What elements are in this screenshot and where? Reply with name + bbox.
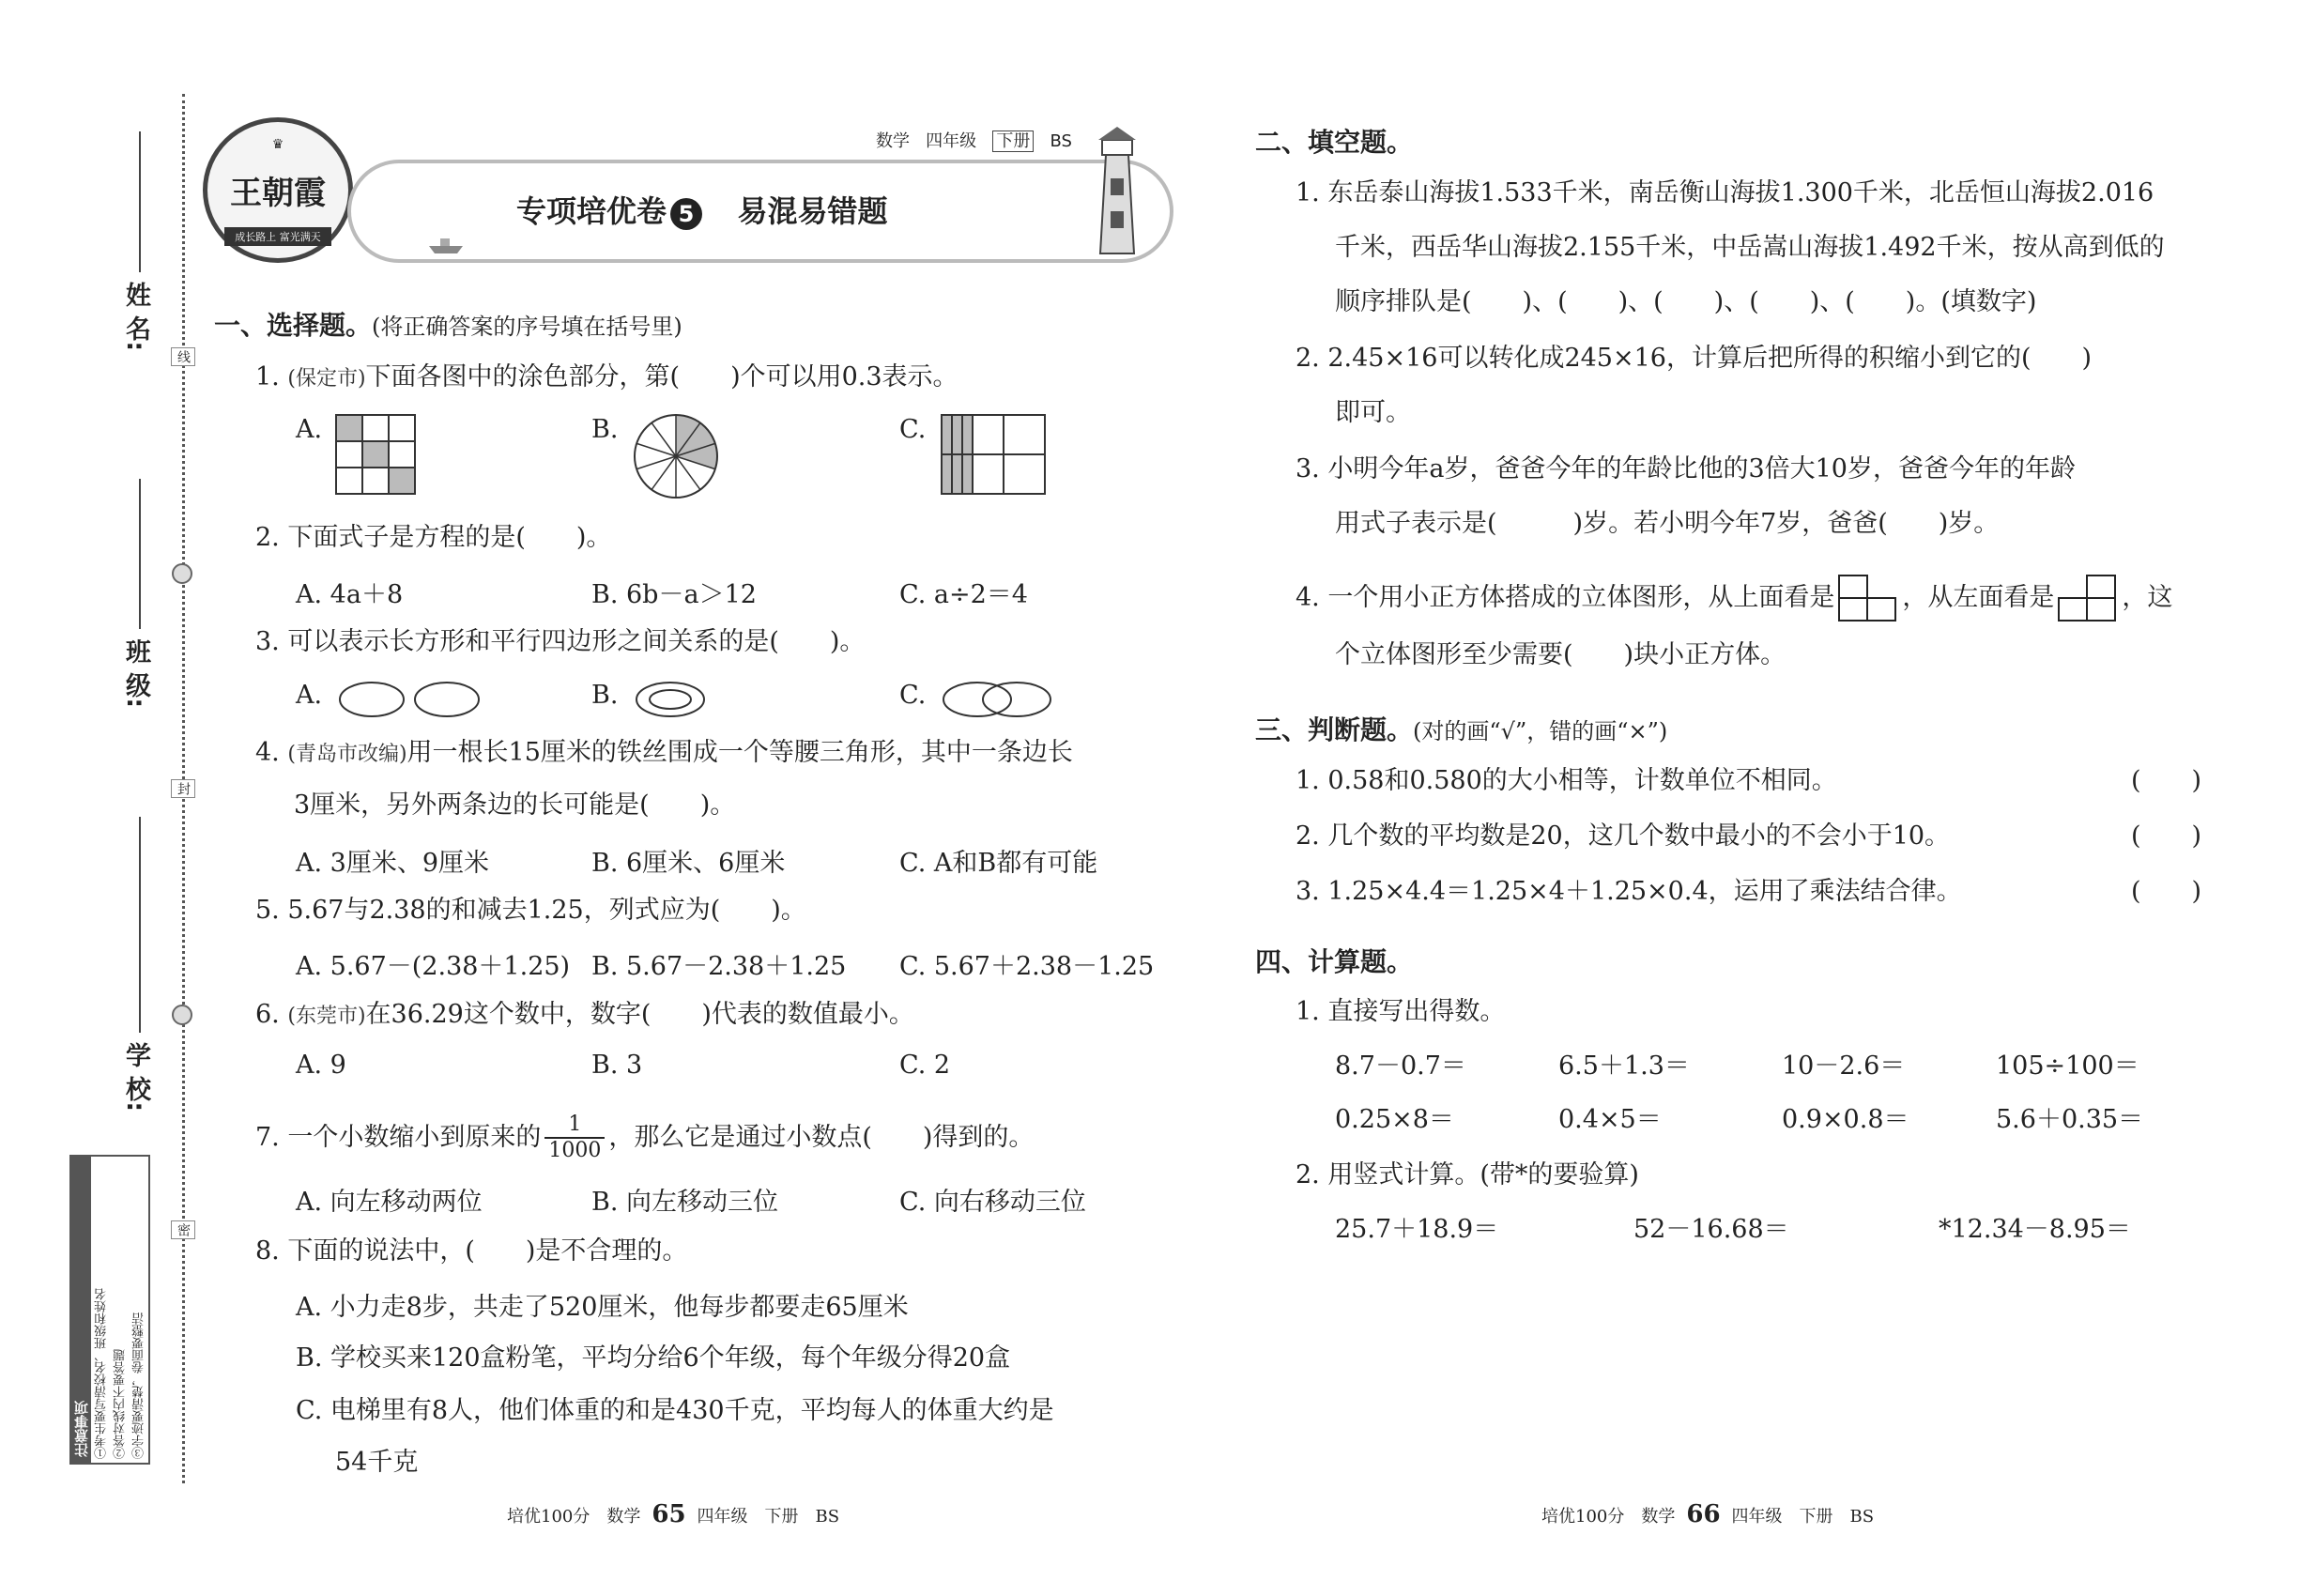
section-note: (将正确答案的序号填在括号里) bbox=[372, 314, 682, 340]
title-prefix: 专项培优卷 bbox=[516, 193, 667, 229]
cut-mark-seal: 封 bbox=[171, 779, 195, 798]
q-source: (东莞市) bbox=[287, 1005, 366, 1028]
option-a[interactable]: A. bbox=[296, 681, 323, 710]
fill-q3-line2: 用式子表示是( )岁。若小明今年7岁，爸爸( )岁。 bbox=[1335, 509, 2000, 538]
notes-title: 注意事项 bbox=[71, 1157, 91, 1463]
option-a[interactable]: A. 4a＋8 bbox=[296, 580, 404, 609]
option-b[interactable]: B. bbox=[591, 415, 619, 444]
section-heading: 一、选择题。 bbox=[214, 310, 373, 341]
footer-text: 四年级 下册 BS bbox=[697, 1507, 840, 1527]
option-c[interactable]: C. bbox=[899, 681, 927, 710]
meta-grade: 四年级 bbox=[926, 131, 977, 151]
logo-name: 王朝霞 bbox=[230, 175, 326, 212]
page-number: 66 bbox=[1686, 1500, 1721, 1528]
brand-logo: ♛ 王朝霞 成长路上 富光满天 bbox=[203, 117, 353, 263]
logo-slogan: 成长路上 bbox=[235, 231, 277, 243]
option-b[interactable]: B. 向左移动三位 bbox=[591, 1188, 779, 1217]
circle-figure-b bbox=[635, 415, 717, 498]
notes-list bbox=[91, 1157, 151, 1463]
section-calc-title: 四、计算题。 bbox=[1255, 946, 1414, 977]
option-c[interactable]: C. 电梯里有8人，他们体重的和是430千克，平均每人的体重大约是 bbox=[296, 1396, 1054, 1425]
section-choice-title bbox=[214, 305, 682, 343]
name-label: 姓 名: bbox=[121, 282, 150, 352]
option-a[interactable]: A. 3厘米、9厘米 bbox=[296, 849, 490, 878]
calc-vertical-item: 52－16.68＝ bbox=[1633, 1215, 1789, 1244]
fill-q1-line1: 1. 东岳泰山海拔1.533千米，南岳衡山海拔1.300千米，北岳恒山海拔2.016 bbox=[1296, 178, 2154, 207]
fraction bbox=[544, 1113, 605, 1163]
question-8: 8. 下面的说法中，( )是不合理的。 bbox=[255, 1236, 688, 1266]
calc-vertical-item: *12.34－8.95＝ bbox=[1939, 1215, 2131, 1244]
calc-vertical-item: 25.7＋18.9＝ bbox=[1335, 1215, 1499, 1244]
question-3: 3. 可以表示长方形和平行四边形之间关系的是( )。 bbox=[255, 627, 866, 656]
q-text: ，那么它是通过小数点( )得到的。 bbox=[608, 1123, 1035, 1152]
q-num: 4. bbox=[255, 738, 280, 767]
fill-q2-line2: 即可。 bbox=[1335, 398, 1411, 427]
fill-q1-line3: 顺序排队是( )、( )、( )、( )、( )。(填数字) bbox=[1335, 287, 2037, 316]
q-text: 7. 一个小数缩小到原来的 bbox=[255, 1123, 542, 1152]
venn-figure-a bbox=[338, 681, 488, 718]
calc-item: 0.9×0.8＝ bbox=[1782, 1105, 1909, 1134]
option-b[interactable]: B. 6厘米、6厘米 bbox=[591, 849, 786, 878]
option-a[interactable]: A. 9 bbox=[296, 1051, 346, 1080]
option-c[interactable]: C. 向右移动三位 bbox=[899, 1188, 1086, 1217]
lighthouse-icon bbox=[1080, 127, 1155, 258]
fill-q1-line2: 千米，西岳华山海拔2.155千米，中岳嵩山海拔1.492千米，按从高到低的 bbox=[1335, 233, 2165, 262]
judge-item-2: 2. 几个数的平均数是20，这几个数中最小的不会小于10。 bbox=[1296, 821, 1951, 851]
cut-mark-line: 线 bbox=[171, 347, 195, 366]
option-a[interactable]: A. 5.67－(2.38＋1.25) bbox=[296, 952, 571, 981]
q-num: 6. bbox=[255, 1000, 280, 1029]
footer-left bbox=[507, 1500, 839, 1528]
option-c[interactable]: C. a÷2＝4 bbox=[899, 580, 1028, 609]
name-field[interactable] bbox=[139, 131, 141, 272]
judge-item-3: 3. 1.25×4.4＝1.25×4＋1.25×0.4，运用了乘法结合律。 bbox=[1296, 877, 1962, 906]
frac-den: 1000 bbox=[544, 1137, 605, 1163]
option-b[interactable]: B. 6b－a＞12 bbox=[591, 580, 757, 609]
fill-q2-line1: 2. 2.45×16可以转化成245×16，计算后把所得的积缩小到它的( ) bbox=[1296, 344, 2093, 373]
q-text: 在36.29这个数中，数字( )代表的数值最小。 bbox=[365, 1000, 914, 1029]
judge-answer-2[interactable]: ( ) bbox=[2131, 821, 2202, 851]
option-c[interactable]: C. 2 bbox=[899, 1051, 951, 1080]
q-text: ，从左面看是 bbox=[1902, 583, 2055, 612]
question-4 bbox=[255, 736, 1073, 772]
footer-text: 四年级 下册 BS bbox=[1731, 1507, 1875, 1527]
title-number: 5 bbox=[670, 198, 702, 230]
q-num: 1. bbox=[255, 362, 280, 391]
fill-q4-line1 bbox=[1296, 575, 2172, 622]
note-item: ②答对线内不要答题 bbox=[114, 1349, 128, 1459]
q-source: (保定市) bbox=[287, 367, 366, 391]
calc-item: 10－2.6＝ bbox=[1782, 1051, 1906, 1081]
class-label: 班 级: bbox=[121, 638, 150, 709]
q-text: 4. 一个用小正方体搭成的立体图形，从上面看是 bbox=[1296, 583, 1835, 612]
option-c-line2: 54千克 bbox=[335, 1448, 419, 1477]
judge-answer-1[interactable]: ( ) bbox=[2131, 766, 2202, 795]
calc-sub2: 2. 用竖式计算。(带*的要验算) bbox=[1296, 1160, 1639, 1189]
question-4-line2: 3厘米，另外两条边的长可能是( )。 bbox=[294, 790, 736, 820]
option-b[interactable]: B. 3 bbox=[591, 1051, 643, 1080]
venn-figure-c bbox=[942, 681, 1054, 718]
footer-text: 培优100分 数学 bbox=[507, 1507, 641, 1527]
q-text: 用一根长15厘米的铁丝围成一个等腰三角形，其中一条边长 bbox=[406, 738, 1073, 767]
option-c[interactable]: C. A和B都有可能 bbox=[899, 849, 1098, 878]
school-field[interactable] bbox=[139, 817, 141, 1033]
footer-text: 培优100分 数学 bbox=[1541, 1507, 1676, 1527]
note-item: ①考生要写清校名、班级和姓名 bbox=[95, 1288, 109, 1459]
option-a[interactable]: A. 向左移动两位 bbox=[296, 1188, 483, 1217]
binding-hole-icon bbox=[172, 1005, 192, 1025]
calc-item: 0.25×8＝ bbox=[1335, 1105, 1454, 1134]
question-2: 2. 下面式子是方程的是( )。 bbox=[255, 523, 612, 552]
boat-icon bbox=[427, 235, 465, 255]
option-b[interactable]: B. bbox=[591, 681, 619, 710]
question-7 bbox=[255, 1113, 1034, 1163]
class-field[interactable] bbox=[139, 479, 141, 629]
section-fill-title: 二、填空题。 bbox=[1255, 127, 1414, 158]
question-1 bbox=[255, 361, 958, 396]
section-note: (对的画“√”，错的画“×”) bbox=[1413, 718, 1668, 744]
meta-subject: 数学 bbox=[876, 131, 910, 151]
question-6 bbox=[255, 998, 914, 1034]
page-number: 65 bbox=[652, 1500, 686, 1528]
cut-mark-dense: 密 bbox=[171, 1220, 195, 1239]
q-source: (青岛市改编) bbox=[287, 743, 407, 766]
judge-item-1: 1. 0.58和0.580的大小相等，计数单位不相同。 bbox=[1296, 766, 1837, 795]
option-c[interactable]: C. bbox=[899, 415, 927, 444]
option-c[interactable]: C. 5.67＋2.38－1.25 bbox=[899, 952, 1155, 981]
meta-edition: BS bbox=[1050, 131, 1072, 151]
strip-figure-c bbox=[942, 415, 1045, 494]
frac-num: 1 bbox=[568, 1113, 582, 1136]
fill-q3-line1: 3. 小明今年a岁，爸爸今年的年龄比他的3倍大10岁，爸爸今年的年龄 bbox=[1296, 454, 2076, 483]
q-text: 下面各图中的涂色部分，第( )个可以用0.3表示。 bbox=[365, 362, 958, 391]
notes-box bbox=[69, 1155, 150, 1465]
logo-slogan: 富光满天 bbox=[279, 231, 321, 243]
grid-figure-a bbox=[336, 415, 415, 494]
title-main: 易混易错题 bbox=[737, 193, 888, 229]
calc-item: 0.4×5＝ bbox=[1558, 1105, 1662, 1134]
note-item: ③字迹要清楚，卷面要整洁 bbox=[132, 1312, 146, 1459]
header-meta bbox=[876, 128, 1072, 152]
calc-item: 5.6＋0.35＝ bbox=[1996, 1105, 2144, 1134]
calc-item: 105÷100＝ bbox=[1996, 1051, 2139, 1081]
top-view-icon bbox=[1838, 575, 1898, 622]
venn-figure-b bbox=[635, 681, 710, 718]
option-a[interactable]: A. 小力走8步，共走了520厘米，他每步都要走65厘米 bbox=[296, 1293, 909, 1322]
left-view-icon bbox=[2058, 575, 2118, 622]
fill-q4-line2: 个立体图形至少需要( )块小正方体。 bbox=[1335, 640, 1786, 669]
option-b[interactable]: B. 5.67－2.38＋1.25 bbox=[591, 952, 847, 981]
calc-sub1: 1. 直接写出得数。 bbox=[1296, 997, 1506, 1026]
calc-item: 6.5＋1.3＝ bbox=[1558, 1051, 1690, 1081]
section-judge-title bbox=[1255, 710, 1667, 747]
meta-term: 下册 bbox=[992, 130, 1034, 152]
binding-hole-icon bbox=[172, 563, 192, 584]
page-title bbox=[516, 188, 887, 231]
school-label: 学 校: bbox=[121, 1042, 150, 1113]
footer-right bbox=[1541, 1500, 1874, 1528]
judge-answer-3[interactable]: ( ) bbox=[2131, 877, 2202, 906]
calc-item: 8.7－0.7＝ bbox=[1335, 1051, 1466, 1081]
question-5: 5. 5.67与2.38的和减去1.25，列式应为( )。 bbox=[255, 896, 806, 925]
section-heading: 三、判断题。 bbox=[1255, 714, 1414, 745]
option-b[interactable]: B. 学校买来120盒粉笔，平均分给6个年级，每个年级分得20盒 bbox=[296, 1343, 1011, 1373]
q-text: ，这 bbox=[2122, 583, 2173, 612]
option-a[interactable]: A. bbox=[296, 415, 323, 444]
